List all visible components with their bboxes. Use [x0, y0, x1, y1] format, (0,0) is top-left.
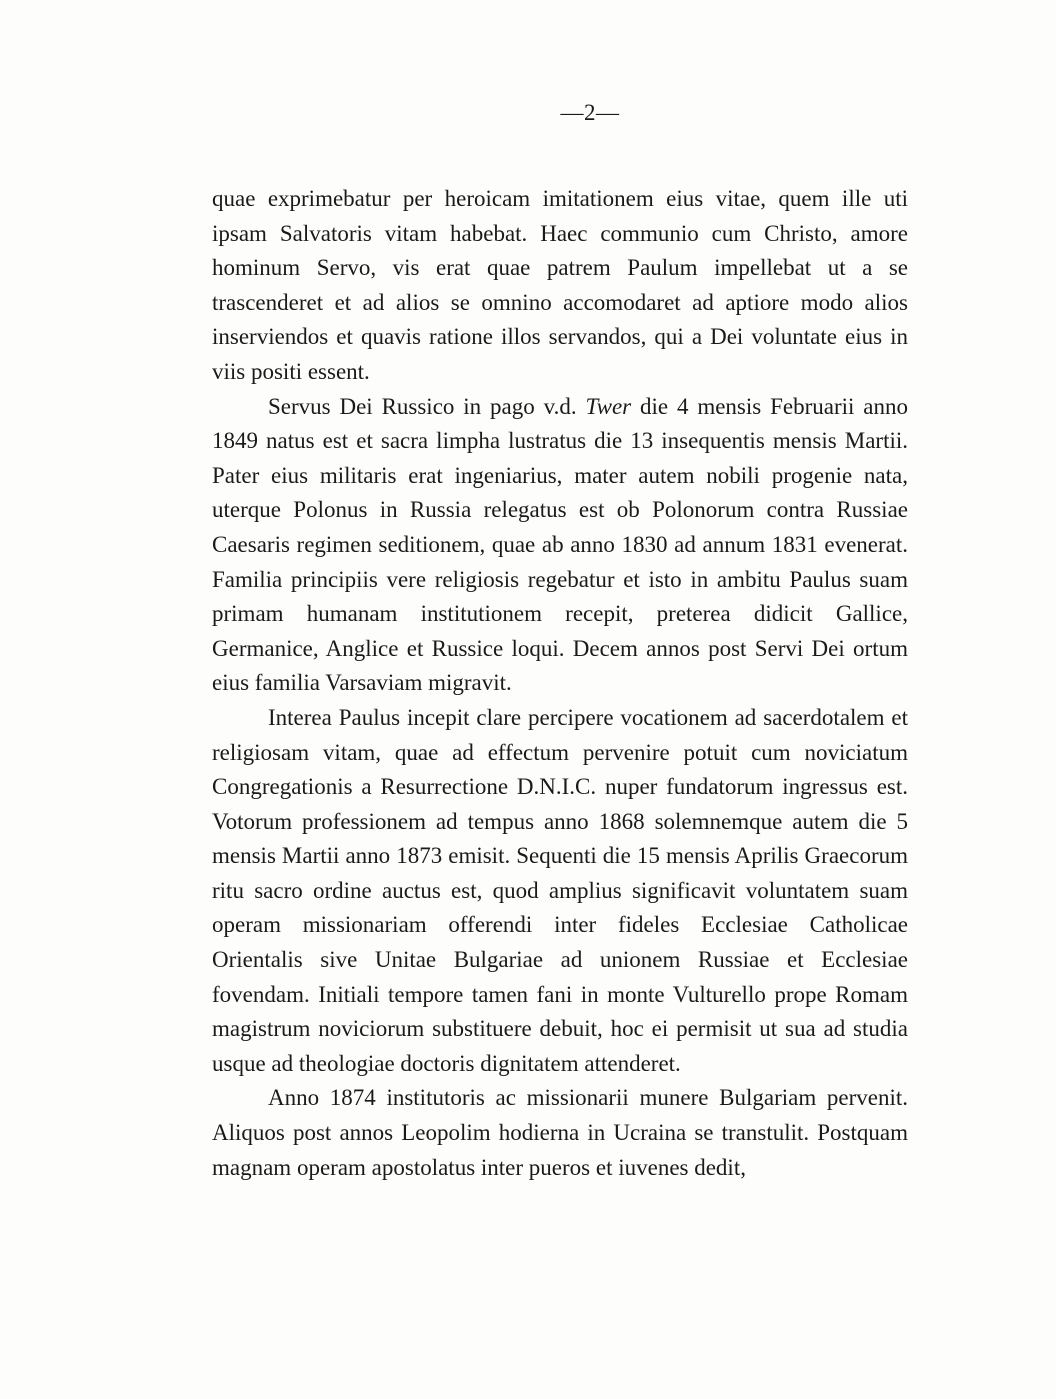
place-name-twer: Twer — [585, 393, 632, 419]
body-text — [212, 182, 908, 1185]
paragraph-2-text-after: die 4 mensis Februarii anno 1849 natus est et sacra limpha lustratus die 13 insequentis mensis Martii. Pater eius militaris erat ingeniarius, mater autem nobili progenie nata, uterque Polonus in Russia relegatus est ob Polonorum contra Russiae Caesaris regimen seditionem, quae ab anno 1830 ad annum 1831 evenerat. Familia principiis vere religiosis regebatur et isto in ambitu Paulus suam primam humanam institutionem recepit, preterea didicit Gallice, Germanice, Anglice et Russice loqui. Decem annos post Servi Dei ortum eius familia Varsaviam migravit. — [212, 393, 908, 696]
paragraph-1: quae exprimebatur per heroicam imitationem eius vitae, quem ille uti ipsam Salvatoris vitam habebat. Haec communio cum Christo, amore hominum Servo, vis erat quae patrem Paulum impellebat ut a se trascenderet et ad alios se omnino accomodaret ad aptiore modo alios inserviendos et quavis ratione illos servandos, qui a Dei voluntate eius in viis positi essent. — [212, 186, 908, 384]
paragraph-2 — [212, 390, 908, 701]
paragraph-2-text-before: Servus Dei Russico in pago v.d. — [268, 393, 586, 419]
paragraph-3: Interea Paulus incepit clare percipere vocationem ad sacerdotalem et religiosam vitam, quae ad effectum pervenire potuit cum noviciatum Congregationis a Resurrectione D.N.I.C. nuper fundatorum ingressus est. Votorum professionem ad tempus anno 1868 solemnemque autem die 5 mensis Martii anno 1873 emisit. Sequenti die 15 mensis Aprilis Graecorum ritu sacro ordine auctus est, quod amplius significavit voluntatem suam operam missionariam offerendi inter fideles Ecclesiae Catholicae Orientalis sive Unitae Bulgariae ad unionem Russiae et Ecclesiae fovendam. Initiali tempore tamen fani in monte Vulturello prope Romam magistrum noviciorum substituere debuit, hoc ei permisit ut sua ad studia usque ad theologiae doctoris dignitatem attenderet. — [212, 704, 908, 1076]
page-number: —2— — [560, 100, 620, 125]
paragraph-4: Anno 1874 institutoris ac missionarii munere Bulgariam pervenit. Aliquos post annos Leopolim hodierna in Ucraina se transtulit. Postquam magnam operam apostolatus inter pueros et iuvenes dedit, — [212, 1085, 908, 1180]
